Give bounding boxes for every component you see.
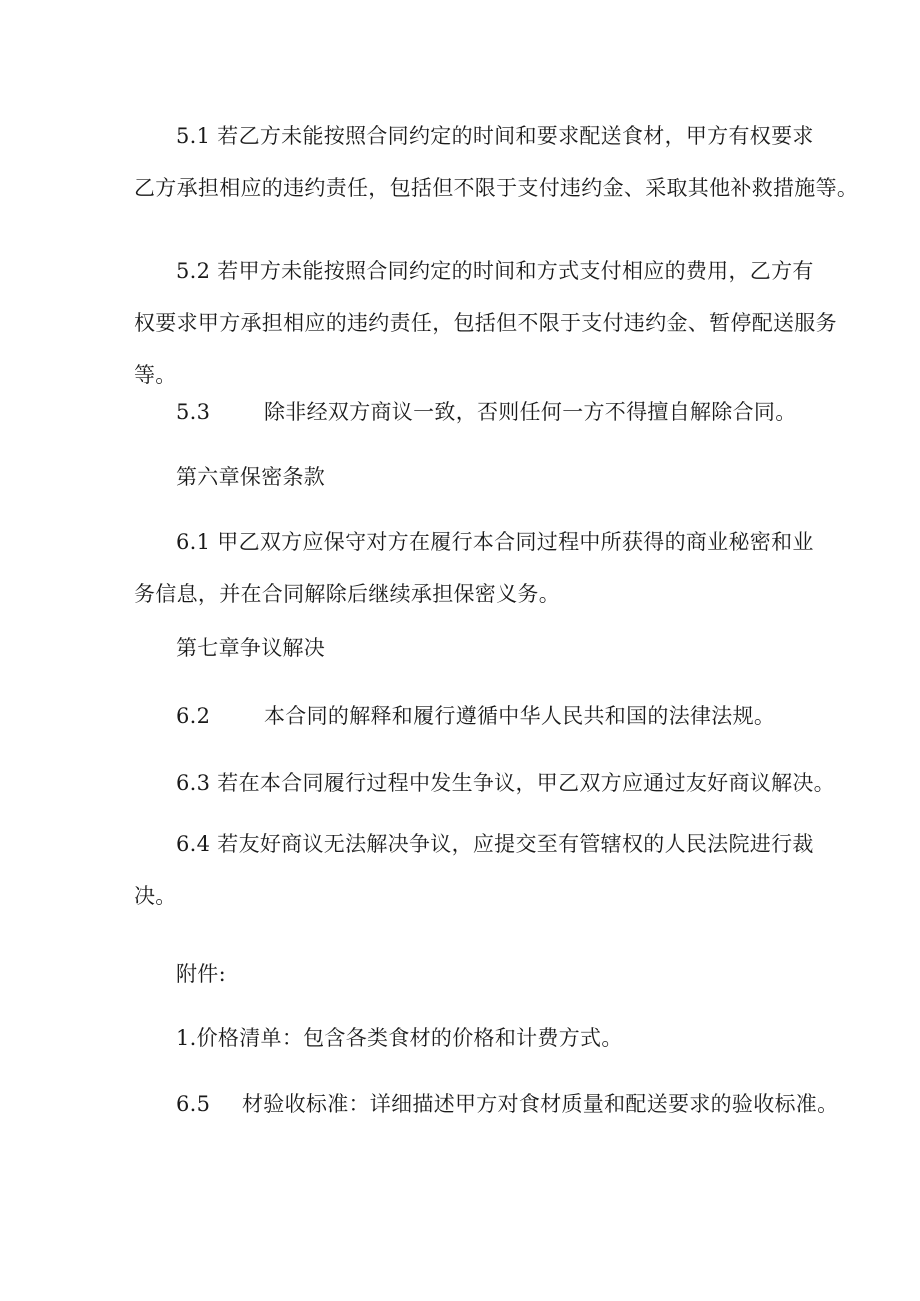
clause-6-5	[134, 1078, 839, 1130]
clause-6-4	[134, 818, 814, 922]
clause-number: 6.2	[176, 704, 211, 728]
clause-6-2	[134, 690, 794, 742]
clause-5-2	[134, 245, 837, 401]
clause-5-3-line	[134, 386, 797, 438]
clause-5-2-line-1: 5.2 若甲方未能按照合同约定的时间和方式支付相应的费用，乙方有	[176, 259, 814, 283]
clause-6-4-line-2: 决。	[134, 884, 177, 908]
clause-6-3-line: 6.3 若在本合同履行过程中发生争议，甲乙双方应通过友好商议解决。	[176, 771, 835, 795]
clause-5-3	[134, 386, 797, 438]
clause-6-1-line-2: 务信息，并在合同解除后继续承担保密义务。	[134, 582, 560, 606]
chapter-title: 第六章保密条款	[176, 465, 326, 489]
clause-5-2-line-3: 等。	[134, 363, 177, 387]
clause-5-1-line-2: 乙方承担相应的违约责任，包括但不限于支付违约金、采取其他补救措施等。	[134, 176, 859, 200]
clause-6-5-line	[134, 1078, 839, 1130]
chapter-7-heading	[134, 622, 794, 674]
attachments-title: 附件:	[176, 962, 226, 986]
clause-6-1-line-1: 6.1 甲乙双方应保守对方在履行本合同过程中所获得的商业秘密和业	[176, 530, 814, 554]
attachment-1-line: 1.价格清单：包含各类食材的价格和计费方式。	[176, 1026, 623, 1050]
clause-6-3	[134, 757, 835, 809]
clause-text: 本合同的解释和履行遵循中华人民共和国的法律法规。	[264, 704, 776, 728]
attachments-heading	[134, 948, 794, 1000]
clause-number: 5.3	[176, 400, 211, 424]
clause-text: 材验收标准：详细描述甲方对食材质量和配送要求的验收标准。	[242, 1092, 839, 1116]
clause-6-2-line	[134, 690, 794, 742]
clause-5-1	[134, 110, 859, 214]
clause-5-2-line-2: 权要求甲方承担相应的违约责任，包括但不限于支付违约金、暂停配送服务	[134, 311, 837, 335]
attachment-1	[134, 1012, 794, 1064]
chapter-title: 第七章争议解决	[176, 636, 326, 660]
clause-6-4-line-1: 6.4 若友好商议无法解决争议，应提交至有管辖权的人民法院进行裁	[176, 832, 814, 856]
clause-6-1	[134, 516, 814, 620]
chapter-6-heading	[134, 451, 794, 503]
clause-5-1-line-1: 5.1 若乙方未能按照合同约定的时间和要求配送食材，甲方有权要求	[176, 124, 814, 148]
clause-text: 除非经双方商议一致，否则任何一方不得擅自解除合同。	[264, 400, 797, 424]
clause-number: 6.5	[176, 1092, 211, 1116]
